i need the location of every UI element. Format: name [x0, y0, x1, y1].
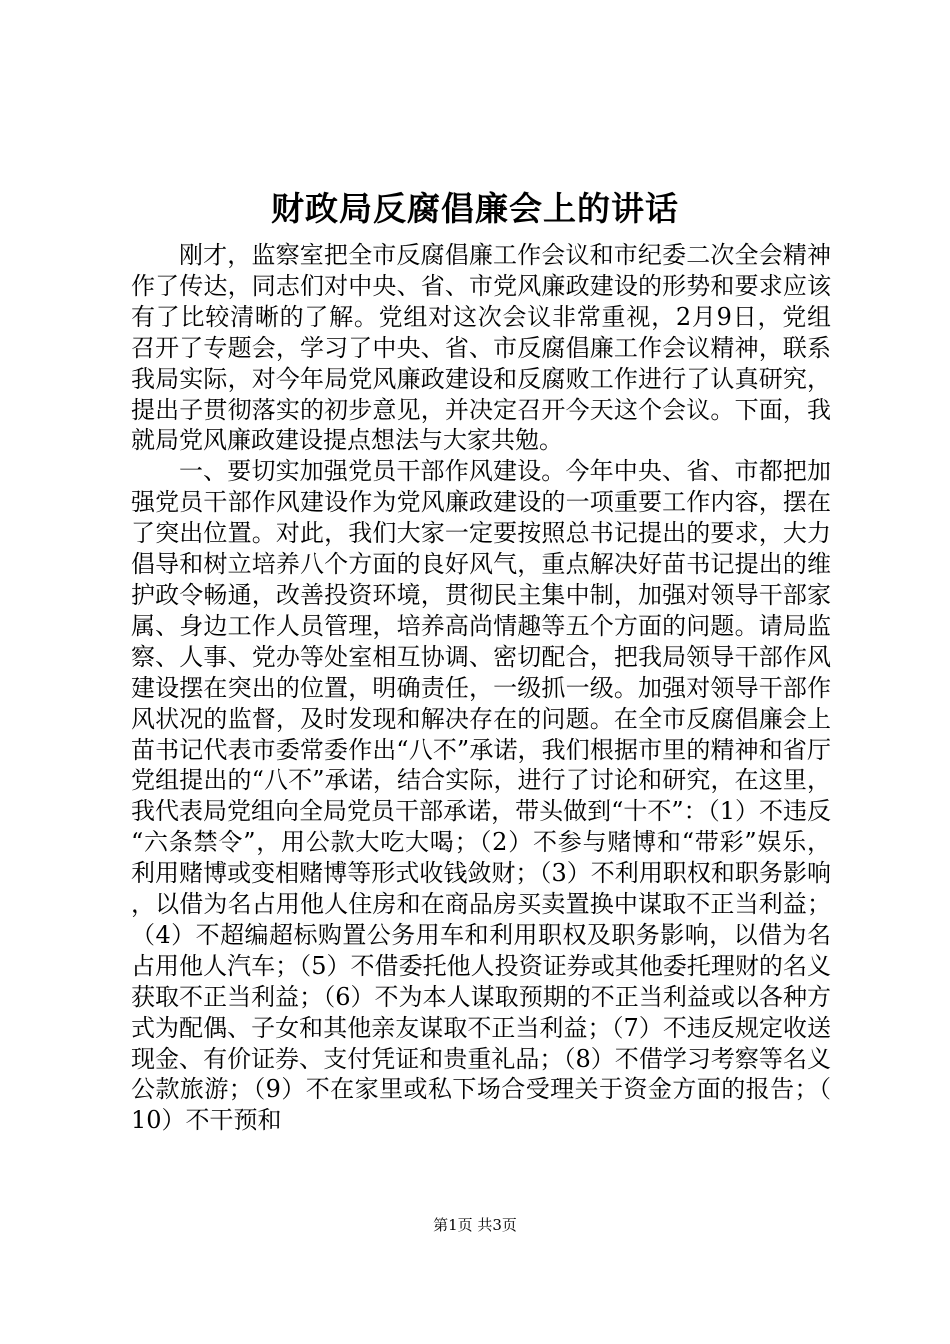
page-footer [0, 1215, 950, 1235]
page-number: 第1页 共3页 [433, 1216, 517, 1234]
paragraph-intro: 刚才，监察室把全市反腐倡廉工作会议和市纪委二次全会精神作了传达，同志们对中央、省、市党风廉政建设的形势和要求应该有了比较清晰的了解。党组对这次会议非常重视，2月9日，党组召开了专题会，学习了中央、省、市反腐倡廉工作会议精神，联系我局实际，对今年局党风廉政建设和反腐败工作进行了认真研究，提出子贯彻落实的初步意见，并决定召开今天这个会议。下面，我就局党风廉政建设提点想法与大家共勉。 [131, 241, 831, 455]
document-body [131, 240, 831, 1136]
document-title: 财政局反腐倡廉会上的讲话 [271, 189, 679, 228]
paragraph-section-1: 一、要切实加强党员干部作风建设。今年中央、省、市都把加强党员干部作风建设作为党风廉政建设的一项重要工作内容，摆在了突出位置。对此，我们大家一定要按照总书记提出的要求，大力倡导和树立培养八个方面的良好风气，重点解决好苗书记提出的维护政令畅通，改善投资环境，贯彻民主集中制，加强对领导干部家属、身边工作人员管理，培养高尚情趣等五个方面的问题。请局监察、人事、党办等处室相互协调、密切配合，把我局领导干部作风建设摆在突出的位置，明确责任，一级抓一级。加强对领导干部作风状况的监督，及时发现和解决存在的问题。在全市反腐倡廉会上苗书记代表市委常委作出“八不”承诺，我们根据市里的精神和省厅党组提出的“八不”承诺，结合实际，进行了讨论和研究，在这里，我代表局党组向全局党员干部承诺，带头做到“十不”：（1）不违反“六条禁令”，用公款大吃大喝；（2）不参与赌博和“带彩”娱乐，利用赌博或变相赌博等形式收钱敛财；（3）不利用职权和职务影响，以借为名占用他人住房和在商品房买卖置换中谋取不正当利益；（4）不超编超标购置公务用车和利用职权及职务影响，以借为名占用他人汽车；（5）不借委托他人投资证券或其他委托理财的名义获取不正当利益；（6）不为本人谋取预期的不正当利益或以各种方式为配偶、子女和其他亲友谋取不正当利益；（7）不违反规定收送现金、有价证券、支付凭证和贵重礼品；（8）不借学习考察等名义公款旅游；（9）不在家里或私下场合受理关于资金方面的报告；（10）不干预和 [131, 457, 831, 1135]
